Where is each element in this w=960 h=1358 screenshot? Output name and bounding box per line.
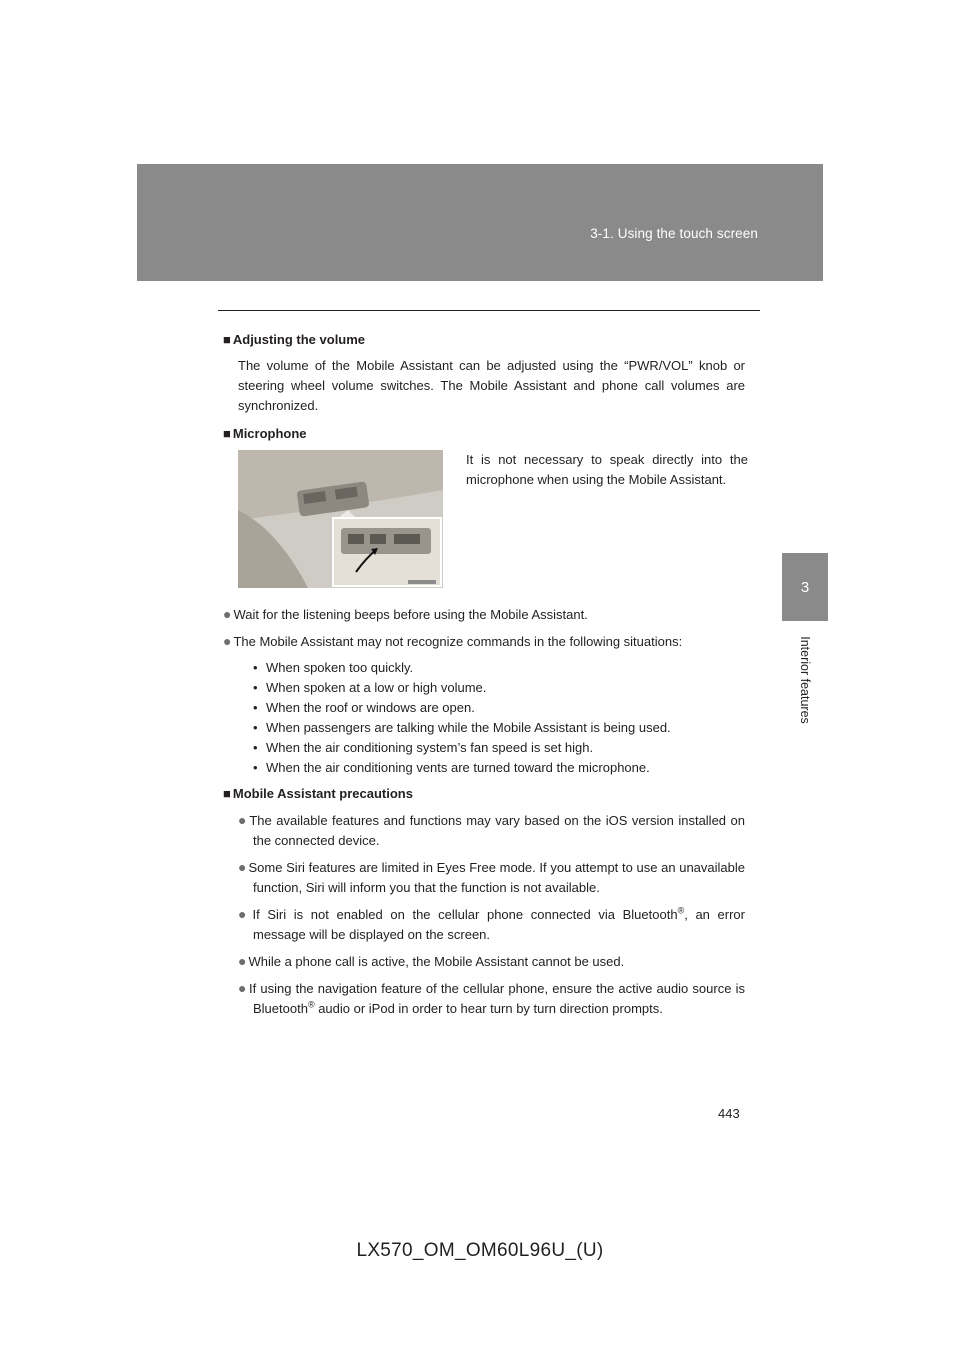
circle-bullet-icon: ● <box>238 980 247 996</box>
bullet-item: ● The Mobile Assistant may not recognize commands in the following situations: <box>223 633 683 649</box>
square-bullet-icon: ■ <box>223 786 231 801</box>
overhead-console-illustration <box>238 450 443 588</box>
situation-list <box>253 658 745 778</box>
volume-text: The volume of the Mobile Assistant can be adjusted using the “PWR/VOL” knob or steering wheel volume switches. The Mobile Assistant and phone call volumes are synchronized. <box>238 358 745 413</box>
microphone-photo <box>238 450 443 588</box>
registered-mark: ® <box>307 999 315 1010</box>
registered-mark: ® <box>677 905 685 916</box>
bullet-item: ● Some Siri features are limited in Eyes Free mode. If you attempt to use an unavailable function, Siri will inform you that the function is not available. <box>238 859 745 895</box>
microphone-heading: ■ Microphone <box>223 426 307 441</box>
top-rule <box>218 310 760 311</box>
bullet-item: ● While a phone call is active, the Mobile Assistant cannot be used. <box>238 953 625 969</box>
microphone-figure <box>238 450 748 596</box>
circle-bullet-icon: ● <box>238 906 251 922</box>
circle-bullet-icon: ● <box>238 953 247 969</box>
volume-heading: ■ Adjusting the volume <box>223 332 366 347</box>
list-item: • When spoken too quickly. <box>253 660 414 675</box>
chapter-number: 3 <box>800 578 810 596</box>
section-title: 3-1. Using the touch screen <box>590 226 758 241</box>
bullet-item: ● The available features and functions may vary based on the iOS version installed on the connected device. <box>238 812 745 848</box>
list-item: • When the air conditioning vents are turned toward the microphone. <box>253 760 650 775</box>
document-code: LX570_OM_OM60L96U_(U) <box>356 1240 604 1261</box>
circle-bullet-icon: ● <box>223 606 232 622</box>
page-content <box>223 330 748 1025</box>
chapter-label-text: Interior features <box>798 636 813 724</box>
page-number: 443 <box>718 1106 740 1121</box>
precautions-list <box>238 810 745 1019</box>
header-band <box>137 164 823 281</box>
list-item: • When the air conditioning system’s fan speed is set high. <box>253 740 594 755</box>
precautions-heading: ■ Mobile Assistant precautions <box>223 786 413 801</box>
circle-bullet-icon: ● <box>238 812 248 828</box>
chapter-label <box>782 625 828 735</box>
square-bullet-icon: ■ <box>223 426 231 441</box>
square-bullet-icon: ■ <box>223 332 231 347</box>
chapter-tab <box>782 553 828 621</box>
bullet-item: ● If using the navigation feature of the cellular phone, ensure the active audio source is Bluetooth® audio or iPod in order to hear turn by turn direction prompts. <box>238 980 745 1016</box>
circle-bullet-icon: ● <box>238 859 247 875</box>
bullet-item: ● If Siri is not enabled on the cellular phone connected via Bluetooth®, an error message will be displayed on the screen. <box>238 905 745 942</box>
bullet-item: ● Wait for the listening beeps before using the Mobile Assistant. <box>223 606 588 622</box>
circle-bullet-icon: ● <box>223 633 232 649</box>
list-item: • When passengers are talking while the Mobile Assistant is being used. <box>253 720 671 735</box>
list-item: • When the roof or windows are open. <box>253 700 475 715</box>
list-item: • When spoken at a low or high volume. <box>253 680 487 695</box>
microphone-caption: It is not necessary to speak directly into the microphone when using the Mobile Assistant. <box>466 452 748 487</box>
